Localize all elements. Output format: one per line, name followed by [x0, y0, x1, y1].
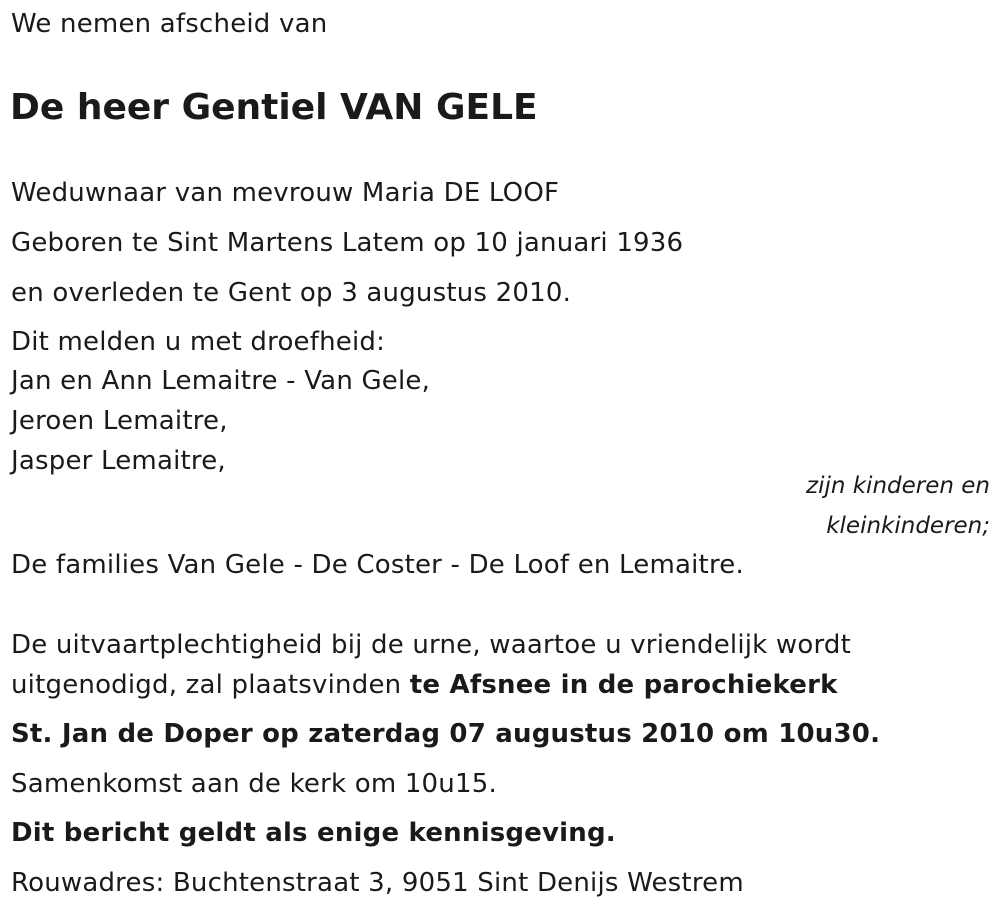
relation-line-1: zijn kinderen en — [806, 473, 990, 499]
gathering-line: Samenkomst aan de kerk om 10u15. — [11, 769, 497, 799]
relation-line-2: kleinkinderen; — [826, 513, 990, 539]
intro-text: We nemen afscheid van — [11, 9, 328, 39]
ceremony-location: te Afsnee in de parochiekerk — [409, 670, 838, 700]
relative-item: Jeroen Lemaitre, — [11, 406, 228, 436]
birth-line: Geboren te Sint Martens Latem op 10 januari 1936 — [11, 228, 684, 258]
address-line: Rouwadres: Buchtenstraat 3, 9051 Sint Denijs Westrem — [11, 868, 744, 898]
ceremony-line-1: De uitvaartplechtigheid bij de urne, waartoe u vriendelijk wordt — [11, 630, 851, 660]
relative-item: Jasper Lemaitre, — [11, 446, 226, 476]
notice-line: Dit bericht geldt als enige kennisgeving. — [11, 818, 616, 848]
ceremony-date-line: St. Jan de Doper op zaterdag 07 augustus 2010 om 10u30. — [11, 719, 881, 749]
announcement-line: Dit melden u met droefheid: — [11, 327, 386, 357]
families-line: De families Van Gele - De Coster - De Loof en Lemaitre. — [11, 550, 744, 580]
death-line: en overleden te Gent op 3 augustus 2010. — [11, 278, 572, 308]
widower-line: Weduwnaar van mevrouw Maria DE LOOF — [11, 178, 560, 208]
ceremony-line-2-plain: uitgenodigd, zal plaatsvinden — [11, 670, 410, 700]
relative-item: Jan en Ann Lemaitre - Van Gele, — [11, 366, 431, 396]
ceremony-line-2 — [11, 669, 838, 701]
deceased-name-heading: De heer Gentiel VAN GELE — [10, 87, 538, 128]
